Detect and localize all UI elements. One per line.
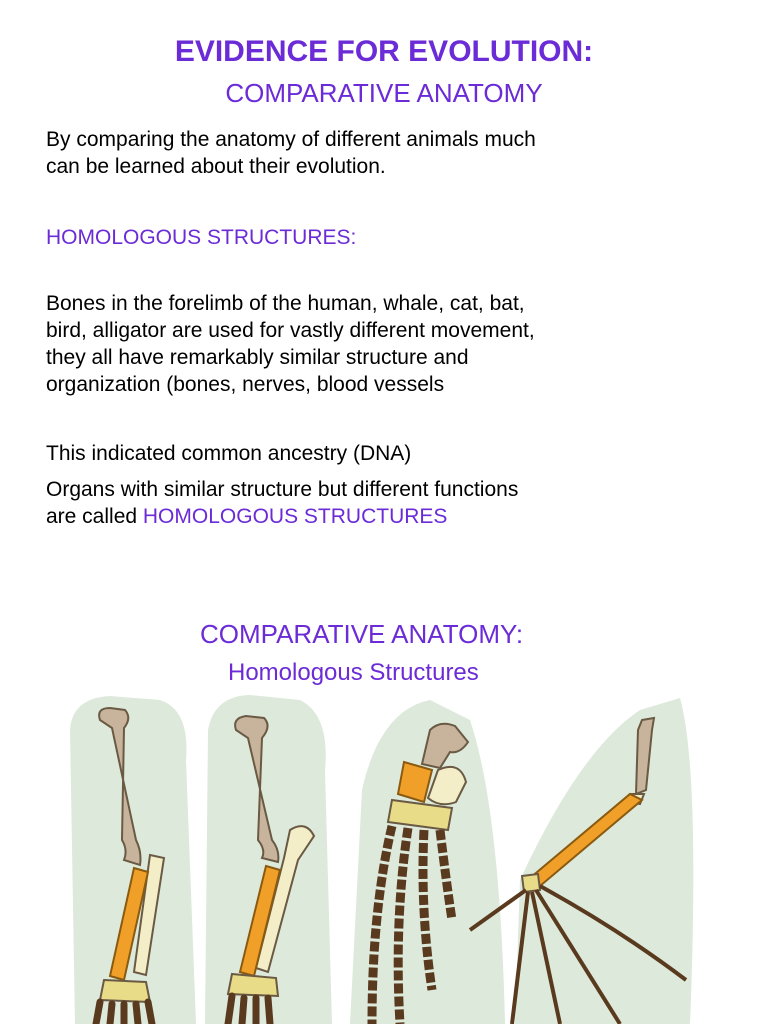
- carpal-bones: [228, 974, 278, 996]
- paragraph-line-1: Bones in the forelimb of the human, whale, cat, bat,: [46, 292, 525, 315]
- homologous-structures-highlight: HOMOLOGOUS STRUCTURES: [142, 505, 448, 528]
- intro-line-1: By comparing the anatomy of different animals much: [46, 128, 536, 151]
- paragraph-line-2: bird, alligator are used for vastly different movement,: [46, 319, 535, 342]
- carpal-bones: [100, 980, 150, 1002]
- paragraph-line-3: they all have remarkably similar structure and: [46, 346, 469, 369]
- homologous-limbs-figure: [0, 690, 768, 1024]
- slide-subtitle: COMPARATIVE ANATOMY: [225, 78, 543, 108]
- organs-line-2-prefix: are called: [46, 505, 143, 528]
- organs-line-1: Organs with similar structure but different functions: [46, 478, 519, 501]
- slide2-subtitle: Homologous Structures: [228, 659, 479, 686]
- slide2-title: COMPARATIVE ANATOMY:: [200, 619, 524, 649]
- paragraph-line-4: organization (bones, nerves, blood vessels: [46, 373, 445, 396]
- ancestry-line: This indicated common ancestry (DNA): [46, 442, 412, 465]
- slide-title: EVIDENCE FOR EVOLUTION:: [174, 35, 594, 68]
- figure-background: [515, 698, 693, 1024]
- section-heading: HOMOLOGOUS STRUCTURES:: [46, 226, 357, 249]
- organs-line-2: [46, 503, 447, 530]
- intro-line-2: can be learned about their evolution.: [46, 155, 386, 178]
